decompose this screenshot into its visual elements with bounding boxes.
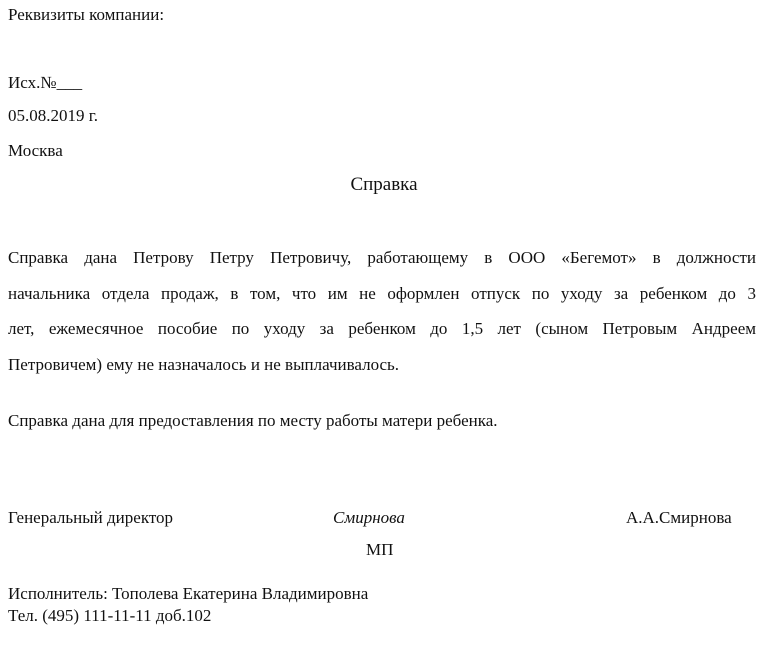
executor: Исполнитель: Тополева Екатерина Владимировна: [8, 584, 369, 603]
stamp-placeholder: МП: [366, 540, 394, 559]
company-requisites: Реквизиты компании:: [8, 5, 165, 24]
document-city: Москва: [8, 141, 63, 160]
document-title: Справка: [350, 174, 418, 195]
outgoing-number: Исх.№___: [8, 73, 83, 92]
purpose-text: Справка дана для предоставления по месту работы матери ребенка.: [8, 411, 498, 430]
document-date: 05.08.2019 г.: [8, 106, 99, 125]
signature: Смирнова: [333, 508, 405, 527]
body-line: начальника отдела продаж, в том, что им не оформлен отпуск по уходу за ребенком до 3: [8, 283, 756, 303]
body-line: Справка дана Петрову Петру Петровичу, работающему в ООО «Бегемот» в должности: [8, 248, 756, 267]
signatory-name: А.А.Смирнова: [626, 508, 732, 527]
body-line: лет, ежемесячное пособие по уходу за ребенком до 1,5 лет (сыном Петровым Андреем: [8, 319, 756, 338]
body-line: Петровичем) ему не назначалось и не выплачивалось.: [8, 354, 400, 374]
signatory-position: Генеральный директор: [8, 508, 174, 527]
executor-phone: Тел. (495) 111-11-11 доб.102: [8, 606, 212, 625]
body-paragraph: [8, 240, 756, 382]
